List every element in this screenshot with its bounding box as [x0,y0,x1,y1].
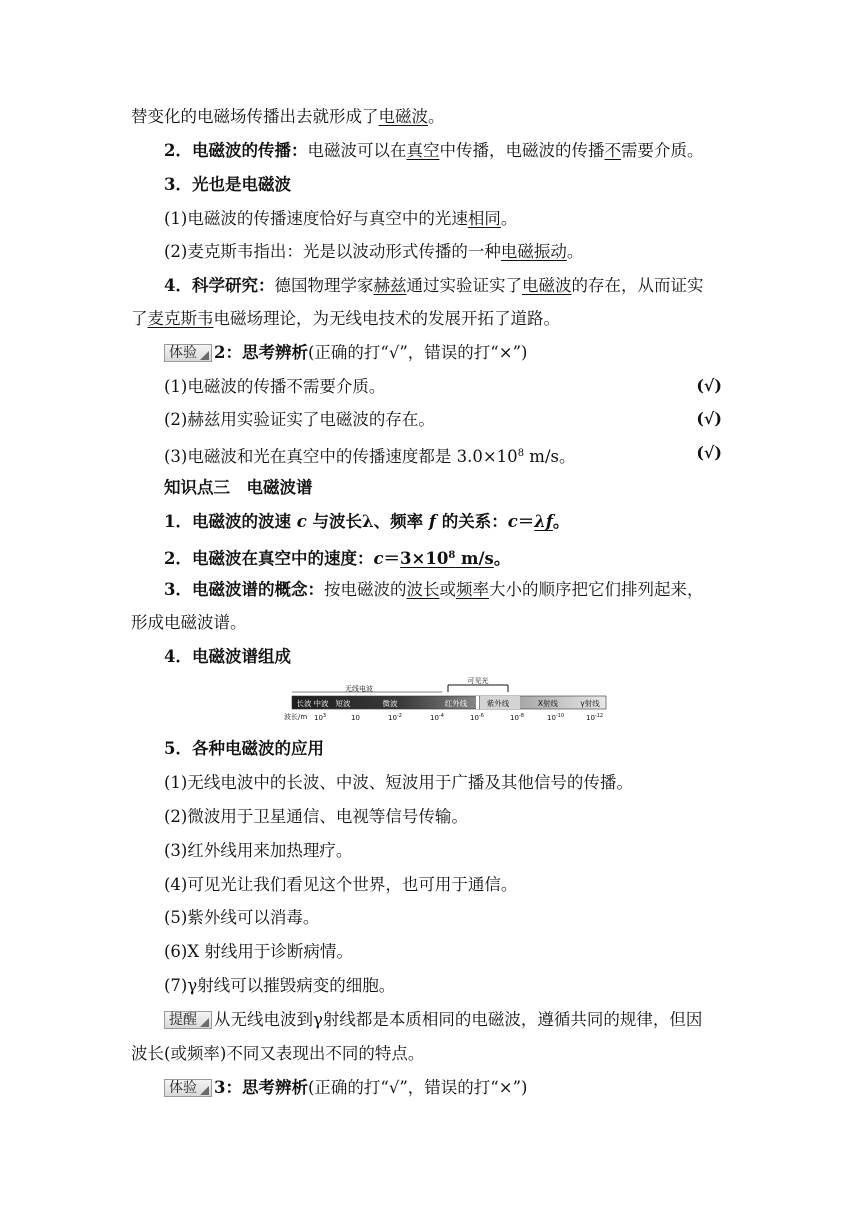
text: 。 [552,512,570,531]
tick-label: $10^{-2}$ [388,713,402,722]
answer-mark: (√) [696,376,722,395]
text: ＝ [383,549,401,568]
paragraph-line [164,579,703,601]
radio-wave-label: 无线电波 [345,685,373,693]
statement-unit: m/s。 [524,447,576,466]
text: ＝ [517,512,535,531]
band-label: 紫外线 [486,699,510,708]
section-heading: 4．电磁波谱组成 [164,647,291,666]
tick-label: $10^{-8}$ [510,713,524,722]
text: 。 [566,242,584,261]
exercise-number: 3： [214,1078,242,1097]
list-item: (5)紫外线可以消毒。 [164,908,320,927]
statement: (1)电磁波的传播不需要介质。 [164,377,386,396]
text: 需要介质。 [620,141,704,160]
list-item: (7)γ射线可以摧毁病变的细胞。 [164,976,396,995]
underlined-answer: 相同 [467,209,501,228]
underlined-answer: 频率 [455,580,489,599]
exercise-header [164,342,527,364]
list-item: (1)无线电波中的长波、中波、短波用于广播及其他信号的传播。 [164,773,633,792]
experience-badge: 体验 [164,344,212,362]
band-label: X射线 [537,699,559,708]
answer-base: 3×10 [400,549,449,568]
exercise-title: 思考辨析 [241,343,308,362]
text: (1)电磁波的传播速度恰好与真空中的光速 [164,209,468,228]
answer-mark: (√) [696,443,722,462]
text: 了 [131,309,148,328]
text: 。 [500,209,518,228]
text: 通过实验证实了 [406,276,522,295]
visible-gap [476,696,479,709]
text: 的关系： [435,512,508,531]
underlined-answer: 电磁振动 [500,242,567,261]
text: 德国物理学家 [274,276,374,295]
tick-label: 10 [351,714,360,722]
tick-label: $10^{-4}$ [430,713,444,722]
tick-label: $10^{-6}$ [470,713,484,722]
underlined-answer: 麦克斯韦 [147,309,214,328]
paragraph-line [164,275,703,297]
list-item: (4)可见光让我们看见这个世界，也可用于通信。 [164,875,518,894]
list-item: (2)微波用于卫星通信、电视等信号传输。 [164,807,468,826]
exercise-title: 思考辨析 [241,1078,308,1097]
axis-label: 波长/m [284,713,308,721]
reminder-badge: 提醒 [164,1011,212,1029]
band-label: 长波 [296,699,312,708]
underlined-answer: 赫兹 [373,276,407,295]
exercise-instruction: (正确的打“√”，错误的打“×”) [307,1078,528,1097]
underlined-answer [400,549,494,568]
text: 大小的顺序把它们排列起来， [488,580,704,599]
list-item: (6)X 射线用于诊断病情。 [164,942,353,961]
answer-mark: (√) [696,409,722,428]
text: 。 [493,549,511,568]
statement: (3)电磁波和光在真空中的传播速度都是 3.0×10 [164,447,518,466]
paragraph-line [164,511,569,533]
judgement-item [164,443,724,468]
exercise-number: 2： [214,343,242,362]
band-label: 短波 [335,699,351,708]
text: 与波长λ、频率 [306,512,429,531]
paragraph-line [164,545,510,570]
tick-label: $10^3$ [314,713,327,722]
exercise-instruction: (正确的打“√”，错误的打“×”) [307,343,528,362]
tick-label: $10^{-10}$ [547,713,565,722]
judgement-item [164,376,724,398]
text: 中传播，电磁波的传播 [439,141,605,160]
section-heading: 4．科学研究： [164,276,275,295]
section-heading: 3．电磁波谱的概念： [164,580,324,599]
visible-light-bracket [448,685,508,692]
text: 替变化的电磁场传播出去就形成了 [131,107,379,126]
underlined-answer: λf [534,512,553,531]
section-heading: 5．各种电磁波的应用 [164,739,324,758]
answer-unit: m/s [455,549,494,568]
paragraph-line [131,106,445,128]
band-label: γ射线 [580,699,600,708]
reminder-line: 波长(或频率)不同又表现出不同的特点。 [131,1044,425,1063]
list-item: (3)红外线用来加热理疗。 [164,841,353,860]
text: 电磁波可以在 [307,141,407,160]
tick-label: $10^{-12}$ [586,713,604,722]
statement: (2)赫兹用实验证实了电磁波的存在。 [164,410,435,429]
underlined-answer: 不 [604,141,621,160]
electromagnetic-spectrum-figure [284,676,609,726]
symbol: c [296,512,307,531]
paragraph-line [131,308,560,330]
text: 的存在，从而证实 [571,276,704,295]
text: 按电磁波的 [323,580,407,599]
text: 1．电磁波的波速 [164,512,297,531]
superscript: 8 [517,448,525,459]
text: 2．电磁波在真空中的速度： [164,549,374,568]
band-label: 红外线 [444,699,468,708]
judgement-item [164,409,724,431]
underlined-answer: 电磁波 [378,107,428,126]
section-heading: 3．光也是电磁波 [164,175,291,194]
underlined-answer: 电磁波 [521,276,572,295]
band-label: 微波 [382,699,398,708]
tick-labels [314,713,603,722]
visible-light-label: 可见光 [467,677,489,685]
section-heading: 2．电磁波的传播： [164,141,308,160]
superscript: 8 [448,550,456,561]
underlined-answer: 真空 [406,141,440,160]
text: (2)麦克斯韦指出：光是以波动形式传播的一种 [164,242,501,261]
reminder-text: 从无线电波到γ射线都是本质相同的电磁波，遵循共同的规律，但因 [214,1010,703,1029]
paragraph-line [164,208,517,230]
paragraph-line [164,241,583,263]
underlined-answer: 波长 [406,580,440,599]
knowledge-point-title: 知识点三 电磁波谱 [164,478,313,497]
symbol: f [428,512,436,531]
text: 电磁场理论，为无线电技术的发展开拓了道路。 [213,309,560,328]
text: 或 [439,580,456,599]
band-label: 中波 [313,699,329,708]
symbol: c [507,512,518,531]
text: 。 [428,107,445,126]
experience-badge: 体验 [164,1079,212,1097]
paragraph-line [164,140,703,162]
paragraph-line: 形成电磁波谱。 [131,613,247,632]
symbol: c [373,549,384,568]
reminder-line [164,1009,702,1031]
exercise-header [164,1077,527,1099]
